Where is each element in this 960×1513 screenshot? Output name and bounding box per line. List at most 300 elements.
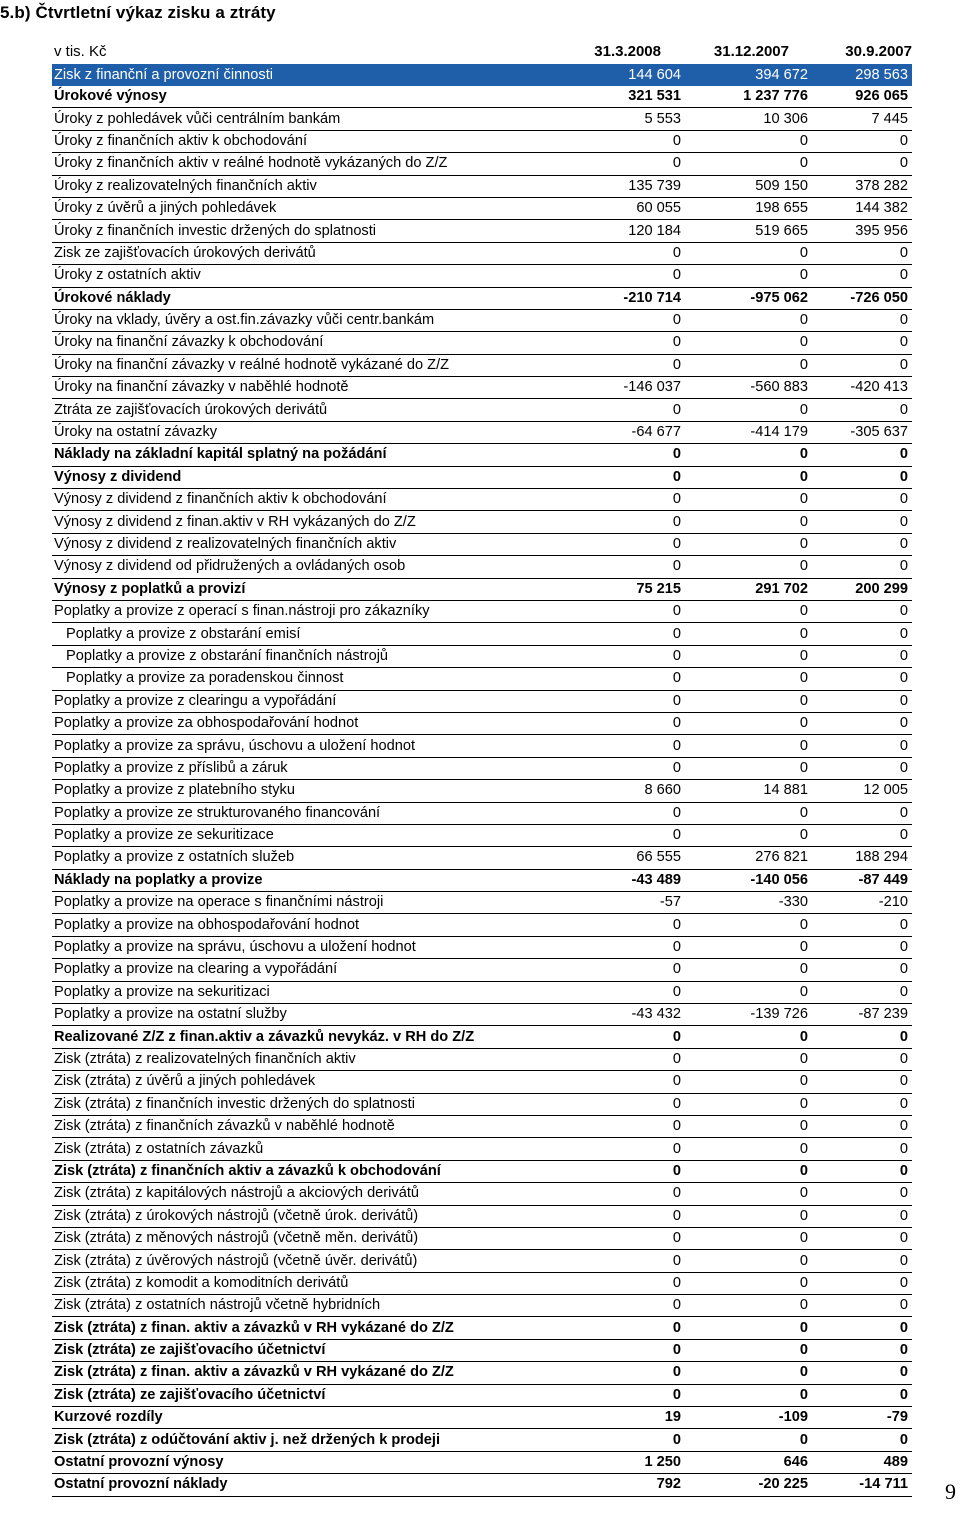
table-row	[52, 399, 912, 421]
row-value: 0	[812, 1183, 912, 1205]
row-value: 0	[685, 1429, 812, 1451]
row-label: Ostatní provozní náklady	[52, 1474, 572, 1496]
row-value: -57	[572, 892, 685, 914]
row-label: Úroky z úvěrů a jiných pohledávek	[52, 197, 572, 219]
row-value: 0	[685, 645, 812, 667]
row-value: 144 382	[812, 197, 912, 219]
row-value: 0	[572, 556, 685, 578]
table-row	[52, 511, 912, 533]
row-value: -420 413	[812, 377, 912, 399]
row-value: 0	[685, 130, 812, 152]
row-value: 75 215	[572, 578, 685, 600]
table-row	[52, 1384, 912, 1406]
row-value: 0	[685, 1138, 812, 1160]
row-label: Poplatky a provize za obhospodařování hodnot	[52, 712, 572, 734]
table-row	[52, 1227, 912, 1249]
page-title: 5.b) Čtvrtletní výkaz zisku a ztráty	[0, 3, 276, 22]
table-row	[52, 1474, 912, 1496]
row-value: 12 005	[812, 780, 912, 802]
row-value: 66 555	[572, 847, 685, 869]
row-label: Úrokové náklady	[52, 287, 572, 309]
row-value: 0	[685, 712, 812, 734]
row-label: Zisk (ztráta) z komodit a komoditních derivátů	[52, 1272, 572, 1294]
row-value: 0	[812, 1339, 912, 1361]
row-value: 0	[685, 1295, 812, 1317]
row-label: Úroky z finančních aktiv v reálné hodnotě vykázaných do Z/Z	[52, 153, 572, 175]
row-value: -726 050	[812, 287, 912, 309]
row-value: 0	[572, 153, 685, 175]
row-value: -87 449	[812, 869, 912, 891]
row-value: -87 239	[812, 1004, 912, 1026]
row-label: Úroky na finanční závazky v reálné hodnotě vykázané do Z/Z	[52, 354, 572, 376]
row-label: Výnosy z dividend z finančních aktiv k obchodování	[52, 489, 572, 511]
row-value: 0	[812, 1093, 912, 1115]
row-value: 0	[572, 623, 685, 645]
row-value: 0	[572, 936, 685, 958]
row-value: 0	[572, 824, 685, 846]
row-value: -14 711	[812, 1474, 912, 1496]
row-value: 0	[812, 600, 912, 622]
row-value: 0	[572, 1250, 685, 1272]
row-value: 0	[812, 466, 912, 488]
row-value: 0	[812, 757, 912, 779]
row-value: 0	[812, 1160, 912, 1182]
row-value: 0	[685, 981, 812, 1003]
row-label: Poplatky a provize na clearing a vypořádání	[52, 959, 572, 981]
row-label: Zisk (ztráta) z měnových nástrojů (včetně měn. derivátů)	[52, 1227, 572, 1249]
table-row	[52, 892, 912, 914]
row-value: 0	[812, 1026, 912, 1048]
row-value: 198 655	[685, 197, 812, 219]
row-value: 60 055	[572, 197, 685, 219]
row-value: 0	[812, 489, 912, 511]
row-value: 0	[812, 914, 912, 936]
table-row	[52, 265, 912, 287]
row-label: Úroky na vklady, úvěry a ost.fin.závazky vůči centr.bankám	[52, 309, 572, 331]
row-label: Poplatky a provize na správu, úschovu a uložení hodnot	[52, 936, 572, 958]
row-value: 321 531	[572, 86, 685, 108]
row-value: 0	[572, 1183, 685, 1205]
row-value: 395 956	[812, 220, 912, 242]
row-label: Realizované Z/Z z finan.aktiv a závazků nevykáz. v RH do Z/Z	[52, 1026, 572, 1048]
row-value: 5 553	[572, 108, 685, 130]
row-value: 0	[812, 824, 912, 846]
row-value: -210 714	[572, 287, 685, 309]
row-value: 0	[572, 981, 685, 1003]
row-value: 0	[685, 1093, 812, 1115]
row-value: 0	[572, 399, 685, 421]
row-value: 0	[685, 1339, 812, 1361]
row-value: 0	[812, 668, 912, 690]
table-row	[52, 377, 912, 399]
row-value: 0	[572, 309, 685, 331]
table-row	[52, 1138, 912, 1160]
row-value: 0	[812, 936, 912, 958]
table-row	[52, 600, 912, 622]
row-value: 0	[812, 712, 912, 734]
row-value: 0	[685, 1362, 812, 1384]
row-value: 0	[685, 242, 812, 264]
table-row	[52, 1048, 912, 1070]
row-label: Zisk (ztráta) z kapitálových nástrojů a akciových derivátů	[52, 1183, 572, 1205]
table-row	[52, 578, 912, 600]
row-label: Zisk z finanční a provozní činnosti	[52, 64, 572, 86]
table-row	[52, 444, 912, 466]
table-row	[52, 1160, 912, 1182]
row-value: 0	[812, 354, 912, 376]
row-value: 0	[812, 735, 912, 757]
row-value: 298 563	[812, 64, 912, 86]
row-value: 19	[572, 1407, 685, 1429]
row-value: 0	[812, 981, 912, 1003]
row-label: Zisk (ztráta) z odúčtování aktiv j. než držených k prodeji	[52, 1429, 572, 1451]
row-value: 0	[685, 824, 812, 846]
row-value: 0	[685, 623, 812, 645]
row-value: 0	[572, 242, 685, 264]
row-value: 7 445	[812, 108, 912, 130]
unit-label: v tis. Kč	[54, 43, 107, 60]
table-row	[52, 1115, 912, 1137]
table-row	[52, 1339, 912, 1361]
row-label: Poplatky a provize z ostatních služeb	[52, 847, 572, 869]
row-value: 0	[685, 444, 812, 466]
row-label: Poplatky a provize z obstarání finančních nástrojů	[52, 645, 572, 667]
row-label: Úroky z pohledávek vůči centrálním bankám	[52, 108, 572, 130]
row-value: 14 881	[685, 780, 812, 802]
row-value: 0	[685, 1272, 812, 1294]
row-value: 0	[572, 511, 685, 533]
table-row	[52, 287, 912, 309]
row-label: Zisk (ztráta) z realizovatelných finančních aktiv	[52, 1048, 572, 1070]
row-label: Zisk (ztráta) z ostatních nástrojů včetně hybridních	[52, 1295, 572, 1317]
row-value: 0	[572, 1295, 685, 1317]
row-value: 0	[685, 735, 812, 757]
row-label: Zisk (ztráta) z finančních závazků v naběhlé hodnotě	[52, 1115, 572, 1137]
income-statement-table	[52, 64, 912, 1497]
row-label: Poplatky a provize ze strukturovaného financování	[52, 802, 572, 824]
row-value: 0	[572, 1317, 685, 1339]
row-value: 792	[572, 1474, 685, 1496]
row-value: 0	[685, 556, 812, 578]
table-row	[52, 1250, 912, 1272]
table-row	[52, 466, 912, 488]
row-value: 0	[572, 466, 685, 488]
row-value: 378 282	[812, 175, 912, 197]
row-label: Zisk (ztráta) z finan. aktiv a závazků v RH vykázané do Z/Z	[52, 1317, 572, 1339]
row-value: 926 065	[812, 86, 912, 108]
row-value: -109	[685, 1407, 812, 1429]
column-header-2007-09-30: 30.9.2007	[845, 43, 912, 60]
row-label: Úroky na ostatní závazky	[52, 421, 572, 443]
row-label: Poplatky a provize z platebního styku	[52, 780, 572, 802]
row-value: 0	[812, 130, 912, 152]
row-value: 0	[572, 1429, 685, 1451]
row-label: Zisk (ztráta) ze zajišťovacího účetnictví	[52, 1339, 572, 1361]
row-value: 0	[812, 1048, 912, 1070]
row-value: 0	[572, 1026, 685, 1048]
row-value: 135 739	[572, 175, 685, 197]
row-label: Zisk (ztráta) ze zajišťovacího účetnictví	[52, 1384, 572, 1406]
row-label: Zisk (ztráta) z finančních investic držených do splatnosti	[52, 1093, 572, 1115]
row-value: 489	[812, 1451, 912, 1473]
row-value: 0	[812, 1429, 912, 1451]
row-value: 0	[572, 757, 685, 779]
table-row	[52, 959, 912, 981]
row-label: Výnosy z dividend z finan.aktiv v RH vykázaných do Z/Z	[52, 511, 572, 533]
row-value: 0	[572, 959, 685, 981]
row-value: 0	[685, 802, 812, 824]
row-value: -560 883	[685, 377, 812, 399]
row-label: Výnosy z dividend od přidružených a ovládaných osob	[52, 556, 572, 578]
table-row	[52, 354, 912, 376]
page-number: 9	[945, 1479, 956, 1504]
row-value: 0	[812, 153, 912, 175]
table-row	[52, 86, 912, 108]
table-row	[52, 780, 912, 802]
table-row	[52, 1026, 912, 1048]
column-header-2008-03-31: 31.3.2008	[594, 43, 661, 60]
row-value: 0	[685, 489, 812, 511]
table-row	[52, 533, 912, 555]
table-row	[52, 1004, 912, 1026]
row-value: 0	[572, 1362, 685, 1384]
row-value: 0	[812, 444, 912, 466]
row-value: 0	[685, 1048, 812, 1070]
row-label: Poplatky a provize z clearingu a vypořádání	[52, 690, 572, 712]
table-row	[52, 1205, 912, 1227]
row-value: 0	[572, 1205, 685, 1227]
row-value: 0	[812, 1227, 912, 1249]
row-value: 0	[685, 690, 812, 712]
row-label: Ostatní provozní výnosy	[52, 1451, 572, 1473]
row-value: 0	[685, 153, 812, 175]
row-value: 0	[812, 1384, 912, 1406]
table-row	[52, 64, 912, 86]
table-row	[52, 668, 912, 690]
row-value: 0	[685, 354, 812, 376]
row-value: -414 179	[685, 421, 812, 443]
table-row	[52, 936, 912, 958]
table-row	[52, 1183, 912, 1205]
table-row	[52, 802, 912, 824]
row-label: Poplatky a provize z příslibů a záruk	[52, 757, 572, 779]
table-row	[52, 130, 912, 152]
table-row	[52, 108, 912, 130]
row-value: 0	[685, 959, 812, 981]
row-value: -43 489	[572, 869, 685, 891]
table-row	[52, 1071, 912, 1093]
row-value: 0	[812, 959, 912, 981]
row-value: 0	[812, 1071, 912, 1093]
row-value: 0	[572, 1071, 685, 1093]
row-value: 0	[685, 1317, 812, 1339]
table-row	[52, 623, 912, 645]
row-value: 0	[572, 130, 685, 152]
row-label: Úroky z realizovatelných finančních aktiv	[52, 175, 572, 197]
table-row	[52, 847, 912, 869]
row-label: Úrokové výnosy	[52, 86, 572, 108]
row-value: 519 665	[685, 220, 812, 242]
row-label: Poplatky a provize na operace s finančními nástroji	[52, 892, 572, 914]
row-value: 0	[812, 1362, 912, 1384]
row-label: Poplatky a provize z operací s finan.nástroji pro zákazníky	[52, 600, 572, 622]
row-value: -330	[685, 892, 812, 914]
row-value: 0	[572, 1339, 685, 1361]
row-label: Úroky z finančních investic držených do splatnosti	[52, 220, 572, 242]
row-label: Náklady na poplatky a provize	[52, 869, 572, 891]
row-value: -64 677	[572, 421, 685, 443]
row-label: Poplatky a provize na obhospodařování hodnot	[52, 914, 572, 936]
row-label: Náklady na základní kapitál splatný na požádání	[52, 444, 572, 466]
row-label: Poplatky a provize na ostatní služby	[52, 1004, 572, 1026]
row-value: 1 250	[572, 1451, 685, 1473]
row-value: 0	[812, 802, 912, 824]
row-value: 0	[685, 511, 812, 533]
row-value: 394 672	[685, 64, 812, 86]
row-value: 0	[685, 332, 812, 354]
table-row	[52, 220, 912, 242]
row-label: Poplatky a provize za správu, úschovu a uložení hodnot	[52, 735, 572, 757]
row-label: Poplatky a provize za poradenskou činnost	[52, 668, 572, 690]
row-value: 0	[685, 309, 812, 331]
table-row	[52, 712, 912, 734]
row-value: 10 306	[685, 108, 812, 130]
row-value: 0	[685, 1227, 812, 1249]
row-label: Úroky z ostatních aktiv	[52, 265, 572, 287]
row-value: 188 294	[812, 847, 912, 869]
table-row	[52, 421, 912, 443]
row-label: Úroky z finančních aktiv k obchodování	[52, 130, 572, 152]
row-value: 0	[572, 265, 685, 287]
row-value: 200 299	[812, 578, 912, 600]
row-value: 0	[572, 1138, 685, 1160]
row-label: Výnosy z poplatků a provizí	[52, 578, 572, 600]
row-value: 0	[572, 914, 685, 936]
table-row	[52, 489, 912, 511]
row-value: 120 184	[572, 220, 685, 242]
row-value: 0	[812, 533, 912, 555]
row-value: 0	[812, 309, 912, 331]
row-value: 0	[572, 802, 685, 824]
row-label: Výnosy z dividend z realizovatelných finančních aktiv	[52, 533, 572, 555]
income-statement-body	[52, 64, 912, 1496]
row-label: Poplatky a provize z obstarání emisí	[52, 623, 572, 645]
table-row	[52, 309, 912, 331]
table-row	[52, 735, 912, 757]
row-label: Kurzové rozdíly	[52, 1407, 572, 1429]
row-value: 0	[572, 1115, 685, 1137]
table-row	[52, 1295, 912, 1317]
row-label: Poplatky a provize na sekuritizaci	[52, 981, 572, 1003]
row-label: Ztráta ze zajišťovacích úrokových derivátů	[52, 399, 572, 421]
row-value: 0	[812, 690, 912, 712]
row-value: 0	[685, 399, 812, 421]
table-row	[52, 824, 912, 846]
row-value: 0	[812, 399, 912, 421]
row-value: 0	[685, 668, 812, 690]
row-value: -20 225	[685, 1474, 812, 1496]
row-value: 0	[685, 757, 812, 779]
row-value: 0	[812, 1250, 912, 1272]
row-value: 0	[685, 1384, 812, 1406]
row-value: 0	[685, 1115, 812, 1137]
row-value: 0	[685, 600, 812, 622]
table-row	[52, 1407, 912, 1429]
table-row	[52, 197, 912, 219]
row-value: 0	[572, 444, 685, 466]
table-row	[52, 242, 912, 264]
row-label: Úroky na finanční závazky v naběhlé hodnotě	[52, 377, 572, 399]
row-value: 8 660	[572, 780, 685, 802]
row-value: -210	[812, 892, 912, 914]
row-value: 0	[572, 533, 685, 555]
row-value: 0	[812, 1317, 912, 1339]
row-label: Zisk (ztráta) z ostatních závazků	[52, 1138, 572, 1160]
row-label: Zisk (ztráta) z úrokových nástrojů (včetně úrok. derivátů)	[52, 1205, 572, 1227]
row-value: 0	[812, 332, 912, 354]
row-label: Úroky na finanční závazky k obchodování	[52, 332, 572, 354]
row-value: 0	[685, 936, 812, 958]
row-label: Poplatky a provize ze sekuritizace	[52, 824, 572, 846]
row-value: 0	[572, 735, 685, 757]
row-value: 646	[685, 1451, 812, 1473]
row-value: 0	[572, 690, 685, 712]
row-value: 0	[812, 265, 912, 287]
table-row	[52, 1451, 912, 1473]
row-value: -140 056	[685, 869, 812, 891]
row-value: -43 432	[572, 1004, 685, 1026]
row-value: 0	[572, 1227, 685, 1249]
row-value: 0	[572, 332, 685, 354]
row-value: -975 062	[685, 287, 812, 309]
table-row	[52, 757, 912, 779]
row-value: 0	[685, 1183, 812, 1205]
table-row	[52, 981, 912, 1003]
row-value: 0	[812, 623, 912, 645]
row-value: 0	[812, 1272, 912, 1294]
row-value: -139 726	[685, 1004, 812, 1026]
table-row	[52, 1272, 912, 1294]
row-value: 0	[685, 1250, 812, 1272]
table-row	[52, 914, 912, 936]
row-value: 1 237 776	[685, 86, 812, 108]
row-value: 0	[572, 1384, 685, 1406]
table-row	[52, 869, 912, 891]
row-label: Zisk ze zajišťovacích úrokových derivátů	[52, 242, 572, 264]
table-row	[52, 175, 912, 197]
row-label: Zisk (ztráta) z úvěrů a jiných pohledávek	[52, 1071, 572, 1093]
row-value: 0	[812, 556, 912, 578]
row-value: -79	[812, 1407, 912, 1429]
row-value: 0	[572, 645, 685, 667]
row-value: 0	[572, 712, 685, 734]
row-value: -146 037	[572, 377, 685, 399]
row-value: 276 821	[685, 847, 812, 869]
row-value: 0	[572, 489, 685, 511]
row-value: 0	[685, 1160, 812, 1182]
row-value: 0	[812, 1138, 912, 1160]
row-value: 291 702	[685, 578, 812, 600]
row-value: 0	[572, 1160, 685, 1182]
row-value: 0	[572, 1093, 685, 1115]
row-value: 0	[572, 1048, 685, 1070]
row-value: 0	[572, 600, 685, 622]
table-row	[52, 1429, 912, 1451]
row-value: 0	[685, 265, 812, 287]
table-row	[52, 1317, 912, 1339]
row-value: 0	[812, 1205, 912, 1227]
column-header-row	[52, 43, 912, 63]
